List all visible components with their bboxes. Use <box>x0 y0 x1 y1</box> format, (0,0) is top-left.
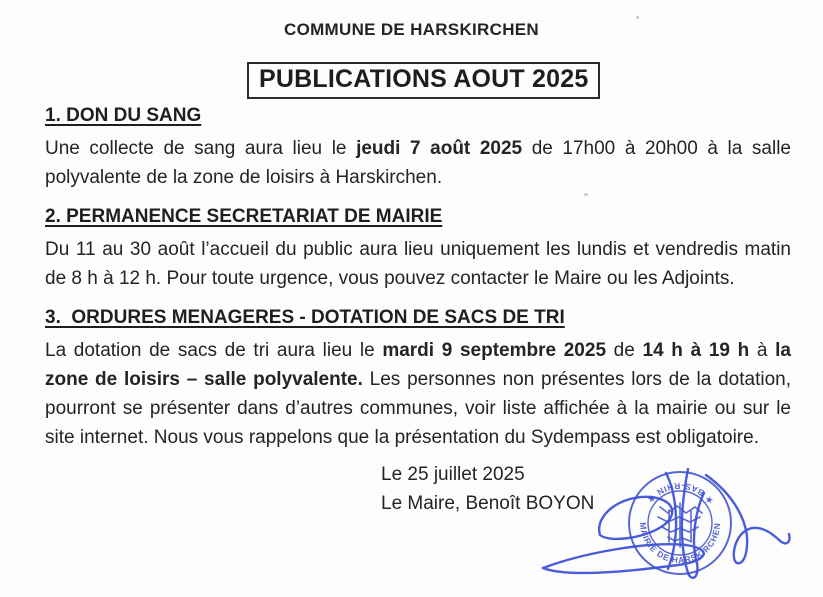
section-3-heading: 3. ORDURES MENAGERES - DOTATION DE SACS DE TRI <box>45 307 565 328</box>
closing-date: Le 25 juillet 2025 <box>381 464 525 485</box>
svg-text:MAIRIE DE HARSKIRCHEN <box>638 522 722 565</box>
scan-speck <box>584 193 588 196</box>
closing-signer: Le Maire, Benoît BOYON <box>381 493 595 514</box>
publication-title-box: PUBLICATIONS AOUT 2025 <box>247 62 600 99</box>
section-don-du-sang <box>45 105 791 192</box>
section-ordures-menageres <box>45 307 791 452</box>
stamp-ring-bottom-text: MAIRIE DE HARSKIRCHEN <box>637 521 723 566</box>
section-permanence-secretariat <box>45 206 791 293</box>
document-body <box>45 105 791 518</box>
stamp-ring-top-text: ★ BAS-RHIN ★ <box>644 480 716 507</box>
municipality-header: COMMUNE DE HARSKIRCHEN <box>284 20 539 39</box>
section-1-paragraph: Une collecte de sang aura lieu le jeudi 7 août 2025 de 17h00 à 20h00 à la salle polyvalente de la zone de loisirs à Harskirchen. <box>45 138 791 188</box>
section-2-heading: 2. PERMANENCE SECRETARIAT DE MAIRIE <box>45 206 443 227</box>
section-3-paragraph: La dotation de sacs de tri aura lieu le mardi 9 septembre 2025 de 14 h à 19 h à la zone de loisirs – salle polyvalente. Les personnes non présentes lors de la dotation, pourront se présenter dans d’autres communes, voir liste affichée à la mairie ou sur le site internet. Nous vous rappelons que la présentation du Sydempass est obligatoire. <box>45 340 791 448</box>
section-2-paragraph: Du 11 au 30 août l’accueil du public aura lieu uniquement les lundis et vendredis matin de 8 h à 12 h. Pour toute urgence, vous pouvez contacter le Maire ou les Adjoints. <box>45 239 791 289</box>
section-1-heading: 1. DON DU SANG <box>45 105 202 126</box>
closing-block <box>381 460 791 518</box>
scan-speck <box>636 16 639 19</box>
